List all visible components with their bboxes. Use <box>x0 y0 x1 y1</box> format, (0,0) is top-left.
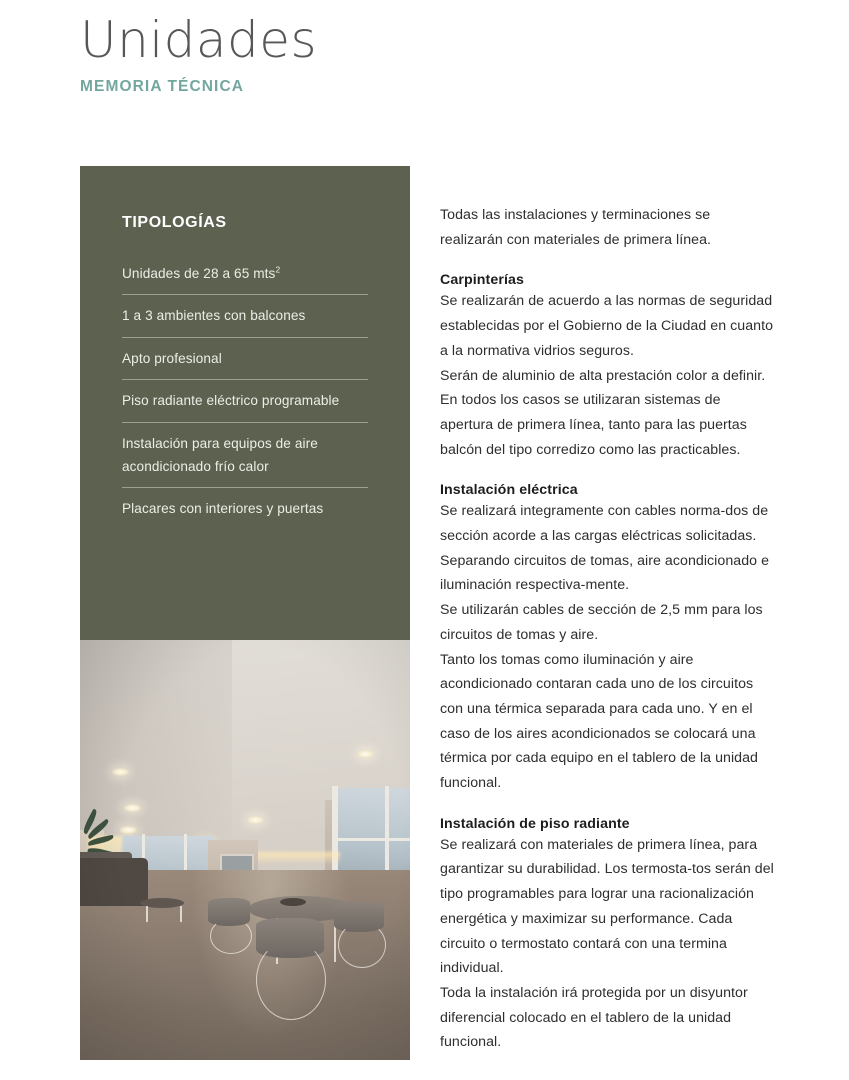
spec-block <box>440 272 776 462</box>
spec-block <box>440 482 776 795</box>
tipologias-item-label: Unidades de 28 a 65 mts <box>122 266 276 281</box>
spec-block-paragraph: En todos los casos se utilizaran sistemas de apertura de primera línea, tanto para las puertas balcón del tipo corredizo como las practicables. <box>440 392 747 458</box>
left-column <box>80 166 410 1060</box>
spec-block-heading: Instalación eléctrica <box>440 482 578 499</box>
tipologias-list-item <box>122 432 368 489</box>
tipologias-item-label: 1 a 3 ambientes con balcones <box>122 308 306 324</box>
tipologias-list-item <box>122 497 368 529</box>
spec-block <box>440 816 776 1055</box>
spec-block-heading: Carpinterías <box>440 272 524 289</box>
document-header <box>80 12 580 96</box>
spec-block-paragraph: Toda la instalación irá protegida por un disyuntor diferencial colocado en el tablero de la unidad funcional. <box>440 984 748 1051</box>
tipologias-item-superscript: 2 <box>275 264 281 275</box>
tipologias-item-label: Placares con interiores y puertas <box>122 501 324 517</box>
tipologias-list-item <box>122 389 368 422</box>
tipologias-item-label: Instalación para equipos de aire acondicionado frío calor <box>122 435 318 474</box>
photo-vignette <box>80 640 410 1060</box>
spec-block-paragraph: Se utilizarán cables de sección de 2,5 mm para los circuitos de tomas y aire. <box>440 602 763 643</box>
spec-block-heading: Instalación de piso radiante <box>440 815 630 832</box>
tipologias-list-item <box>122 347 368 380</box>
spec-block-paragraph: Se realizarán de acuerdo a las normas de seguridad establecidas por el Gobierno de la Ciudad en cuanto a la normativa vidrios seguros. <box>440 293 774 359</box>
spec-block-paragraph: Todas las instalaciones y terminaciones se realizarán con materiales de primera línea. <box>440 207 712 248</box>
page-subtitle: MEMORIA TÉCNICA <box>80 78 245 95</box>
tipologias-panel <box>80 166 410 640</box>
spec-block-paragraph: Se realizará con materiales de primera línea, para garantizar su durabilidad. Los termosta-tos serán del tipo programables para lograr una racionalización energética y maximizar su performance. Cada circuito o termostato contará con una termina individual. <box>440 836 774 977</box>
spec-block <box>440 203 776 252</box>
tipologias-list-item <box>122 304 368 337</box>
tipologias-list <box>122 262 368 530</box>
spec-block-paragraph: Serán de aluminio de alta prestación color a definir. <box>440 367 766 384</box>
interior-render-photo <box>80 640 410 1060</box>
spec-block-paragraph: Tanto los tomas como iluminación y aire acondicionado contaran cada uno de los circuitos con una térmica separada para cada uno. Y en el caso de los aires acondicionados se colocará una térmica por cada equipo en el tablero de la unidad funcional. <box>440 651 758 792</box>
tipologias-title: TIPOLOGÍAS <box>122 214 227 231</box>
page-title: Unidades <box>80 11 318 69</box>
tipologias-item-label: Piso radiante eléctrico programable <box>122 393 340 409</box>
specifications-column <box>440 203 776 1055</box>
spec-block-paragraph: Se realizará integramente con cables norma-dos de sección acorde a las cargas eléctricas solicitadas. Separando circuitos de tomas, aire acondicionado e iluminación respectiva-mente. <box>440 503 770 594</box>
tipologias-list-item <box>122 262 368 295</box>
tipologias-item-label: Apto profesional <box>122 350 222 366</box>
